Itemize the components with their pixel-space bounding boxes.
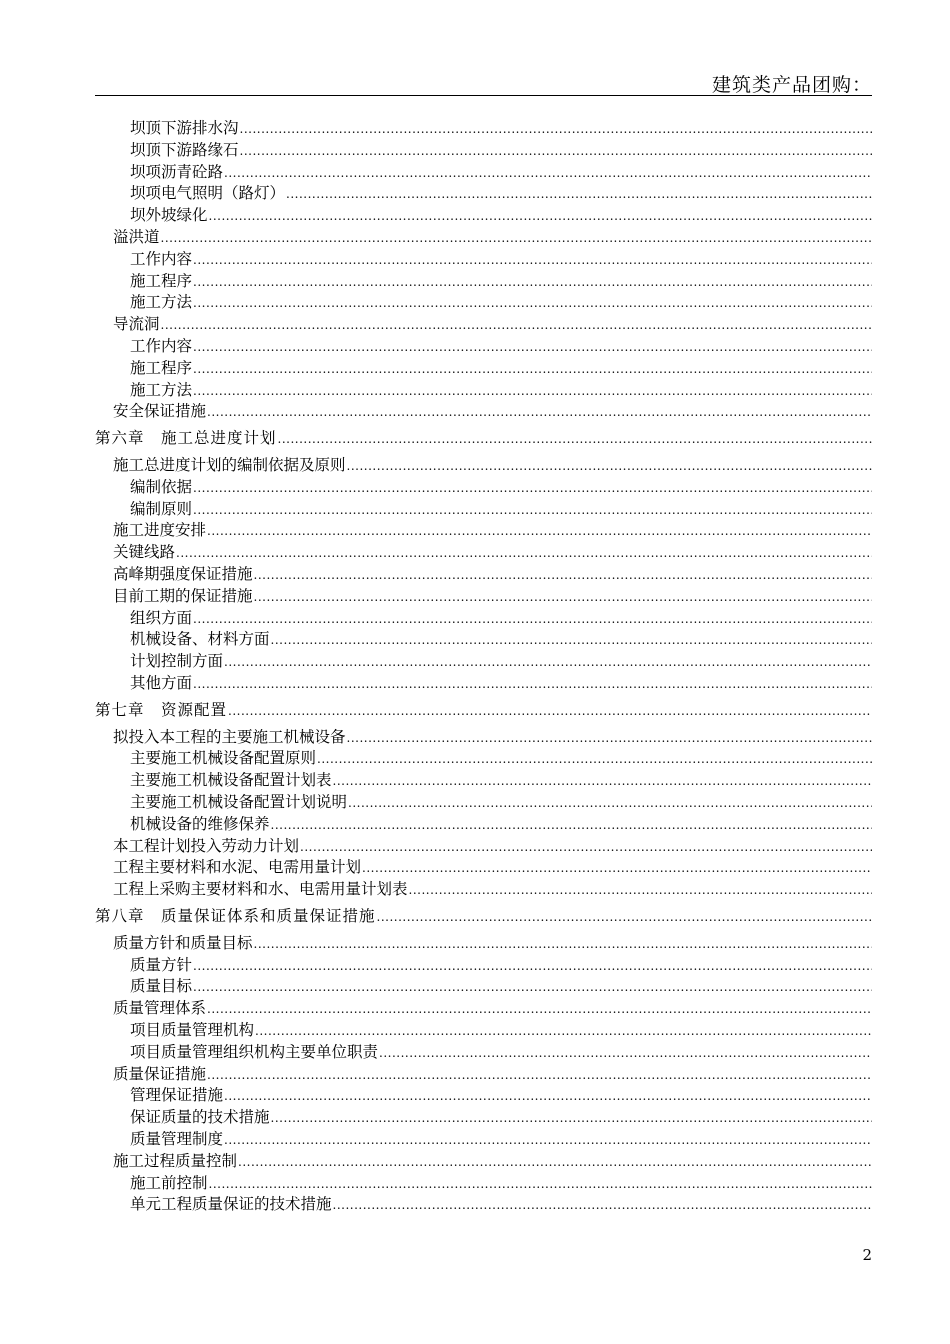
toc-entry[interactable] (130, 160, 872, 182)
toc-dot-leader (238, 1153, 872, 1171)
toc-entry[interactable] (130, 953, 872, 975)
toc-dot-leader (193, 501, 872, 519)
toc-entry-title: 施工程序 (130, 358, 193, 377)
toc-entry-title: 第七章 资源配置 (95, 700, 228, 719)
toc-entry[interactable] (130, 378, 872, 400)
toc-dot-leader (362, 859, 872, 877)
toc-entry[interactable] (130, 606, 872, 628)
toc-entry[interactable] (113, 1062, 872, 1084)
toc-entry-title: 质量管理体系 (113, 999, 207, 1018)
toc-entry-title: 施工过程质量控制 (113, 1151, 238, 1170)
toc-dot-leader (207, 1066, 872, 1084)
toc-entry-title: 施工方法 (130, 293, 193, 312)
toc-dot-leader (176, 544, 872, 562)
toc-dot-leader (193, 382, 872, 400)
toc-entry[interactable] (130, 181, 872, 203)
toc-dot-leader (193, 978, 872, 996)
toc-entry-title: 主要施工机械设备配置计划表 (130, 771, 332, 790)
toc-entry[interactable] (113, 931, 872, 953)
toc-entry-title: 第八章 质量保证体系和质量保证措施 (95, 907, 376, 925)
toc-entry[interactable] (113, 996, 872, 1018)
toc-dot-leader (347, 729, 872, 747)
toc-entry[interactable] (130, 116, 872, 138)
toc-entry-title: 坝顶下游排水沟 (130, 119, 239, 137)
toc-entry-title: 质量管理制度 (130, 1130, 224, 1148)
toc-entry[interactable] (130, 290, 872, 312)
toc-dot-leader (333, 1196, 872, 1214)
toc-dot-leader (348, 794, 872, 812)
toc-entry[interactable] (130, 1018, 872, 1040)
toc-entry[interactable] (130, 269, 872, 291)
toc-entry-title: 施工前控制 (130, 1173, 208, 1192)
toc-dot-leader (193, 294, 872, 312)
toc-dot-leader (224, 653, 872, 671)
toc-dot-leader (377, 908, 872, 926)
toc-chapter-entry[interactable] (95, 904, 872, 926)
toc-dot-leader (347, 457, 872, 475)
toc-entry[interactable] (130, 334, 872, 356)
toc-dot-leader (254, 566, 872, 584)
toc-dot-leader (193, 338, 872, 356)
toc-entry-title: 其他方面 (130, 674, 193, 692)
toc-entry[interactable] (130, 812, 872, 834)
toc-dot-leader (240, 142, 872, 160)
toc-entry-title: 计划控制方面 (130, 652, 224, 671)
toc-entry-title: 机械设备的维修保养 (130, 814, 270, 833)
toc-entry-title: 关键线路 (113, 543, 176, 562)
toc-entry[interactable] (130, 1192, 872, 1214)
toc-entry-title: 机械设备、材料方面 (130, 630, 270, 649)
toc-entry-title: 坝项沥青砼路 (130, 162, 224, 181)
toc-entry-title: 编制依据 (130, 477, 193, 496)
toc-entry-title: 管理保证措施 (130, 1086, 224, 1105)
toc-entry[interactable] (113, 855, 872, 877)
toc-entry-title: 坝顶下游路缘石 (130, 140, 239, 159)
toc-entry[interactable] (130, 475, 872, 497)
toc-dot-leader (271, 631, 872, 649)
toc-entry[interactable] (113, 877, 872, 899)
toc-entry[interactable] (113, 562, 872, 584)
toc-dot-leader (207, 403, 872, 421)
toc-entry-title: 编制原则 (130, 499, 193, 518)
toc-entry-title: 溢洪道 (113, 228, 160, 246)
toc-dot-leader (207, 522, 872, 540)
toc-chapter-entry[interactable] (95, 426, 872, 448)
toc-entry[interactable] (130, 247, 872, 269)
toc-entry[interactable] (130, 790, 872, 812)
toc-entry-title: 质量保证措施 (113, 1064, 207, 1083)
toc-entry-title: 施工总进度计划的编制依据及原则 (113, 456, 346, 474)
toc-dot-leader (300, 838, 872, 856)
toc-dot-leader (228, 702, 872, 720)
toc-entry[interactable] (130, 356, 872, 378)
toc-entry[interactable] (130, 671, 872, 693)
toc-dot-leader (278, 430, 872, 448)
toc-dot-leader (379, 1044, 872, 1062)
toc-entry[interactable] (113, 584, 872, 606)
toc-dot-leader (224, 1087, 872, 1105)
toc-entry[interactable] (130, 1171, 872, 1193)
toc-entry-title: 主要施工机械设备配置原则 (130, 749, 317, 768)
toc-entry-title: 工作内容 (130, 337, 193, 355)
toc-dot-leader (286, 185, 872, 203)
toc-entry[interactable] (130, 974, 872, 996)
toc-entry[interactable] (130, 1040, 872, 1062)
toc-entry[interactable] (130, 746, 872, 768)
toc-dot-leader (255, 1022, 872, 1040)
toc-entry-title: 本工程计划投入劳动力计划 (113, 836, 300, 855)
toc-entry[interactable] (113, 725, 872, 747)
toc-entry[interactable] (130, 1127, 872, 1149)
toc-dot-leader (209, 1175, 872, 1193)
toc-entry-title: 施工方法 (130, 380, 193, 399)
toc-entry-title: 第六章 施工总进度计划 (95, 429, 277, 448)
toc-dot-leader (193, 675, 872, 693)
toc-entry-title: 拟投入本工程的主要施工机械设备 (113, 727, 346, 746)
toc-dot-leader (271, 1109, 872, 1127)
toc-entry[interactable] (130, 138, 872, 160)
toc-dot-leader (161, 229, 872, 247)
toc-entry-title: 主要施工机械设备配置计划说明 (130, 793, 348, 811)
toc-entry[interactable] (130, 649, 872, 671)
toc-entry-title: 保证质量的技术措施 (130, 1108, 270, 1127)
toc-entry-title: 工作内容 (130, 249, 193, 268)
toc-dot-leader (193, 479, 872, 497)
toc-entry[interactable] (113, 834, 872, 856)
toc-dot-leader (254, 588, 872, 606)
toc-entry-title: 质量目标 (130, 977, 193, 996)
toc-dot-leader (193, 957, 872, 975)
toc-entry-title: 施工程序 (130, 271, 193, 290)
toc-entry-title: 组织方面 (130, 608, 193, 627)
toc-entry[interactable] (113, 540, 872, 562)
toc-entry[interactable] (113, 518, 872, 540)
toc-entry[interactable] (130, 768, 872, 790)
toc-entry-title: 坝外坡绿化 (130, 206, 208, 225)
toc-entry[interactable] (113, 453, 872, 475)
toc-entry[interactable] (113, 225, 872, 247)
page-number: 2 (862, 1246, 872, 1264)
toc-entry[interactable] (113, 1149, 872, 1171)
header-divider (95, 95, 872, 96)
toc-dot-leader (254, 935, 872, 953)
toc-dot-leader (333, 772, 872, 790)
toc-dot-leader (161, 316, 872, 334)
toc-entry-title: 工程上采购主要材料和水、电需用量计划表 (113, 880, 408, 899)
toc-entry[interactable] (130, 627, 872, 649)
toc-dot-leader (193, 251, 872, 269)
toc-entry-title: 项目质量管理组织机构主要单位职责 (130, 1042, 379, 1061)
toc-dot-leader (193, 273, 872, 291)
toc-dot-leader (317, 750, 872, 768)
toc-entry[interactable] (130, 1105, 872, 1127)
toc-entry[interactable] (130, 203, 872, 225)
toc-dot-leader (193, 610, 872, 628)
toc-entry-title: 质量方针 (130, 955, 193, 974)
toc-entry-title: 高峰期强度保证措施 (113, 565, 253, 583)
toc-dot-leader (409, 881, 872, 899)
toc-dot-leader (271, 816, 872, 834)
toc-dot-leader (193, 360, 872, 378)
toc-entry[interactable] (113, 399, 872, 421)
toc-entry-title: 导流洞 (113, 315, 160, 334)
toc-entry[interactable] (130, 497, 872, 519)
page-header-title: 建筑类产品团购： (711, 74, 872, 96)
toc-entry[interactable] (113, 312, 872, 334)
toc-entry-title: 目前工期的保证措施 (113, 586, 253, 605)
toc-dot-leader (209, 207, 872, 225)
toc-entry-title: 施工进度安排 (113, 521, 207, 540)
toc-dot-leader (240, 120, 872, 138)
toc-entry-title: 项目质量管理机构 (130, 1021, 255, 1039)
toc-entry[interactable] (130, 1083, 872, 1105)
toc-dot-leader (224, 1131, 872, 1149)
toc-entry-title: 单元工程质量保证的技术措施 (130, 1195, 332, 1214)
toc-chapter-entry[interactable] (95, 698, 872, 720)
toc-dot-leader (207, 1000, 872, 1018)
toc-dot-leader (224, 164, 872, 182)
toc-entry-title: 工程主要材料和水泥、电需用量计划 (113, 858, 362, 877)
toc-entry-title: 安全保证措施 (113, 402, 207, 421)
toc-entry-title: 坝项电气照明（路灯） (130, 184, 286, 203)
toc-entry-title: 质量方针和质量目标 (113, 933, 253, 952)
